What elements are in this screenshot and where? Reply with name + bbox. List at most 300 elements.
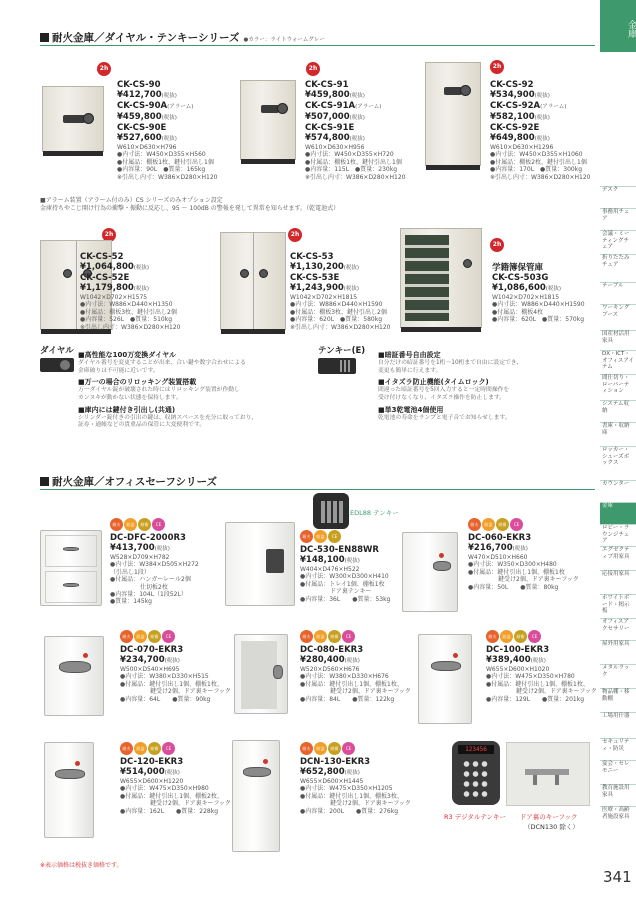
product-dc-070-ekr3: [120, 630, 238, 703]
price-value: ¥514,000: [120, 767, 165, 777]
model-name: DC-070-EKR3: [120, 645, 184, 655]
keyhook-note: （DCN130 除く）: [524, 823, 579, 831]
spec-line: ●内寸法：W886×D440×H1590: [290, 301, 383, 309]
tax-label: (税抜): [161, 136, 177, 142]
product-price: [117, 112, 247, 123]
side-index: [600, 0, 636, 900]
safe-image-ck-cs-90: [42, 86, 104, 152]
side-index-item[interactable]: 教育施設用家具: [600, 784, 636, 806]
side-index-item[interactable]: 書庫・収納庫: [600, 422, 636, 446]
model-suffix: (アラーム): [540, 104, 567, 110]
price-value: ¥412,700: [117, 90, 162, 100]
model-name: CK-CS-52: [80, 252, 124, 262]
spec-line: ●付属品：鍵付引出し1個、棚板1枚、: [486, 680, 589, 688]
price-value: ¥1,179,800: [80, 283, 134, 293]
tax-label: (税抜): [344, 770, 360, 776]
spec-badge-icon: CE: [510, 518, 523, 531]
price-value: ¥1,064,800: [80, 262, 134, 272]
spec-line: ●付属品：鍵付引出し1個、棚板3枚、: [300, 792, 403, 800]
side-index-item[interactable]: システム収納: [600, 400, 636, 422]
section1-title-text: 耐火金庫／ダイヤル・テンキーシリーズ: [52, 32, 240, 44]
spec-line: ※引出し内寸：W386×D280×H120: [490, 173, 591, 181]
spec-line: ●付属品：棚板3枚、鍵付引出し2個: [80, 308, 177, 316]
spec-badge-icon: CE: [152, 518, 165, 531]
feature-desc: ダイヤル番号を変更することが出来、合い鍵や数字合わせによる: [78, 359, 246, 366]
price-value: ¥413,700: [110, 543, 155, 553]
product-model: [490, 101, 600, 112]
tax-label: (税抜): [344, 658, 360, 664]
spec-badge-icon: CE: [162, 742, 175, 755]
section1-title: [40, 30, 325, 45]
spec-badge-icon: CE: [342, 630, 355, 643]
product-price: [300, 767, 428, 778]
spec-badges: [300, 530, 410, 543]
product-price: [490, 112, 600, 123]
spec-badge-icon: 耐衝: [138, 518, 151, 531]
spec-badge-icon: 防盗: [500, 630, 513, 643]
spec-line: 鍵受け2個、ドア裏キーフック: [300, 688, 411, 696]
price-value: ¥1,243,900: [290, 283, 344, 293]
product-price: [117, 133, 247, 144]
price-value: ¥1,086,600: [492, 283, 546, 293]
product-model: [300, 645, 418, 655]
spec-badges: [110, 518, 232, 531]
spec-badge-icon: CE: [162, 630, 175, 643]
spec-line: ●付属品：鍵付引出し1個、棚板1枚: [468, 568, 565, 576]
footnote: ※表示価格は税抜き価格です。: [40, 862, 123, 869]
spec-badge-icon: 耐火: [468, 518, 481, 531]
product-specs: [120, 778, 238, 815]
spec-line: W404×D476×H522: [300, 566, 360, 573]
spec-badge-icon: 耐火: [110, 518, 123, 531]
tax-label: (税抜): [512, 546, 528, 552]
product-model: [305, 101, 430, 112]
spec-badge-icon: 耐衝: [514, 630, 527, 643]
product-dc-530-en88wr: [300, 530, 410, 603]
safe-image-dc-530: [225, 522, 295, 606]
product-dc-080-ekr3: [300, 630, 418, 703]
tax-label: (税抜): [343, 265, 360, 271]
alarm-note-line: 金庫持ちやこじ開け行為の衝撃・振動に反応し、95 ～ 100dB の警報を発して異常を知らせます。（乾電池式）: [40, 204, 340, 212]
side-index-item[interactable]: 屋外用家具: [600, 640, 636, 664]
spec-line: ●質量：145kg: [110, 598, 152, 606]
model-name: CK-CS-91A: [305, 101, 356, 111]
fire-badge-icon: 2h: [288, 228, 302, 242]
product-specs: [300, 666, 418, 703]
model-name: CK-CS-53: [290, 252, 334, 262]
spec-line: ●内寸法：W450×D355×H1060: [490, 151, 583, 159]
product-model: [492, 263, 602, 273]
spec-badge-icon: 耐火: [300, 630, 313, 643]
model-name: DC-530-EN88WR: [300, 545, 379, 555]
side-index-item[interactable]: 折りたたみチェア: [600, 254, 636, 282]
side-index-item[interactable]: ロビー・ラウンジチェア: [600, 524, 636, 546]
side-index-item[interactable]: 応接用家具: [600, 570, 636, 594]
model-suffix: (アラーム): [167, 104, 194, 110]
price-value: ¥389,400: [486, 655, 531, 665]
tax-label: (税抜): [349, 93, 365, 99]
spec-line: ●内容量：104L（1段52L）: [110, 591, 187, 599]
spec-badges: [300, 742, 428, 755]
tax-label: (税抜): [161, 115, 177, 121]
feature-desc: 証券・通帳などの貴重品の保管に大変便利です。: [78, 422, 206, 429]
product-price: [300, 555, 410, 566]
spec-badge-icon: CE: [342, 742, 355, 755]
price-value: ¥1,130,200: [290, 262, 344, 272]
fire-badge-icon: 2h: [490, 60, 504, 74]
spec-line: ●内容量：50L ●質量：80kg: [468, 583, 559, 591]
model-name: DC-060-EKR3: [468, 533, 532, 543]
spec-line: ●内容量：84L ●質量：122kg: [300, 695, 395, 703]
tenkey-heading: テンキー(E): [318, 346, 366, 356]
feature-desc: 変更も簡単に行えます。: [378, 367, 442, 374]
spec-line: 鍵受け2個、ドア裏キーフック: [120, 800, 231, 808]
side-index-item[interactable]: 金庫: [600, 502, 636, 524]
product-price: [486, 655, 600, 666]
tax-label: (税抜): [164, 658, 180, 664]
spec-line: ●内寸法：W450×D355×H560: [117, 151, 206, 159]
product-specs: [290, 294, 420, 331]
spec-badge-icon: 防盗: [134, 630, 147, 643]
product-price: [490, 133, 600, 144]
side-index-item[interactable]: 医療・高齢者施設家具: [600, 806, 636, 830]
product-specs: [300, 778, 428, 815]
side-index-item[interactable]: エグゼクティブ用家具: [600, 546, 636, 570]
spec-badges: [120, 742, 238, 755]
price-value: ¥649,800: [490, 133, 535, 143]
spec-line: ●内容量：64L ●質量：90kg: [120, 695, 211, 703]
spec-line: ●付属品：棚板3枚、鍵付引出し2個: [290, 308, 387, 316]
side-index-item[interactable]: セキュリティ・防災: [600, 738, 636, 760]
spec-line: W1042×D702×H1815: [290, 294, 358, 301]
tax-label: (税抜): [164, 770, 180, 776]
spec-line: ●内容量：90L ●質量：165kg: [117, 166, 206, 174]
product-ck-cs-53: [290, 252, 420, 331]
product-dc-100-ekr3: [486, 630, 600, 703]
section-square-icon: [40, 477, 49, 486]
fire-badge-icon: 2h: [102, 228, 116, 242]
product-dc-060-ekr3: [468, 518, 594, 591]
product-specs: [300, 566, 410, 603]
edl88-keypad-image: [313, 493, 349, 529]
spec-line: ●内容量：620L ●質量：570kg: [492, 316, 585, 324]
spec-badge-icon: 防盗: [314, 742, 327, 755]
side-index-item[interactable]: 間仕切り・ローパーティション: [600, 374, 636, 400]
feature-desc: 自分だけの暗証番号を1桁～10桁まで自由に設定でき、: [378, 359, 523, 366]
price-value: ¥148,100: [300, 555, 345, 565]
spec-badge-icon: 防盗: [314, 630, 327, 643]
product-ck-cs-90: [117, 80, 247, 181]
product-dcn-130-ekr3: [300, 742, 428, 815]
spec-badge-icon: 防盗: [314, 530, 327, 543]
price-value: ¥216,700: [468, 543, 513, 553]
section1-color-note: ●カラー：ライトウォームグレー: [243, 37, 325, 43]
safe-image-ck-cs-53: [220, 232, 286, 330]
tax-label: (税抜): [534, 93, 550, 99]
spec-badges: [120, 630, 238, 643]
spec-line: ●内寸法：W475×D350×H780: [486, 673, 575, 681]
product-specs: [117, 144, 247, 181]
product-model: [490, 123, 600, 133]
feature-desc: 万一ダイヤル錠が破壊された時にはリロッキング装置が作動し: [78, 387, 240, 394]
product-price: [305, 112, 430, 123]
product-model: [492, 273, 602, 283]
side-index-item[interactable]: 宴会・セレモニー: [600, 760, 636, 784]
spec-line: W655×D600×H1020: [486, 666, 550, 673]
spec-line: ●内容量：115L ●質量：230kg: [305, 166, 398, 174]
tax-label: (税抜): [534, 136, 550, 142]
product-model: [120, 645, 238, 655]
spec-line: ●付属品：棚板1枚、鍵付引出し1個: [305, 158, 402, 166]
side-index-item[interactable]: 物品棚・移動棚: [600, 688, 636, 712]
side-index-item[interactable]: ワーキングブース: [600, 304, 636, 330]
feature-title: ■単3乾電池4個使用: [378, 405, 444, 414]
spec-line: W1042×D702×H1575: [80, 294, 148, 301]
dial-lock-image: [40, 358, 74, 372]
price-value: ¥534,900: [490, 90, 535, 100]
tax-label: (税抜): [349, 115, 365, 121]
product-model: [120, 757, 238, 767]
safe-image-dc-070: [44, 636, 104, 716]
spec-line: 鍵受け2個、ドア裏キーフック: [300, 800, 411, 808]
side-index-item[interactable]: カウンター: [600, 480, 636, 502]
spec-line: ●付属品：棚板2枚、鍵付引出し1個: [490, 158, 587, 166]
product-price: [80, 262, 220, 273]
spec-line: W470×D510×H660: [468, 554, 528, 561]
tax-label: (税抜): [343, 286, 360, 292]
spec-line: ※引出し内寸：W386×D280×H120: [117, 173, 218, 181]
product-price: [117, 90, 247, 101]
tax-label: (税抜): [530, 658, 546, 664]
product-model: [305, 123, 430, 133]
product-model: [490, 80, 600, 90]
price-value: ¥507,000: [305, 112, 350, 122]
product-specs: [492, 294, 602, 324]
model-name: 学籍簿保管庫: [492, 263, 544, 273]
price-value: ¥459,800: [305, 90, 350, 100]
spec-badge-icon: 防盗: [482, 518, 495, 531]
spec-badge-icon: 防盗: [134, 742, 147, 755]
section2-rule: [40, 489, 595, 490]
fire-badge-icon: 2h: [97, 62, 111, 76]
spec-line: ●内寸法：W380×D330×H676: [300, 673, 389, 681]
model-name: DC-DFC-2000R3: [110, 533, 186, 543]
model-name: CK-CS-91E: [305, 123, 355, 133]
product-specs: [486, 666, 600, 703]
spec-line: ●内寸法：W384×D505×H272: [110, 561, 199, 569]
product-ck-cs-92: [490, 80, 600, 181]
feature-title: ■イタズラ防止機能(タイムロック): [378, 378, 489, 387]
spec-badge-icon: 耐衝: [328, 742, 341, 755]
model-name: DC-080-EKR3: [300, 645, 364, 655]
spec-badge-icon: CE: [328, 530, 341, 543]
spec-badge-icon: 耐火: [120, 742, 133, 755]
price-value: ¥574,800: [305, 133, 350, 143]
section1-rule: [40, 45, 595, 46]
product-specs: [468, 554, 594, 591]
spec-badge-icon: 耐火: [486, 630, 499, 643]
product-price: [300, 655, 418, 666]
product-ck-cs-91: [305, 80, 430, 181]
safe-image-dc-100: [418, 634, 472, 724]
spec-line: ●付属品：鍵付引出し1個、棚板1枚、: [120, 680, 223, 688]
feature-desc: カンヌキが動かない状態を保持します。: [78, 394, 182, 401]
price-value: ¥652,800: [300, 767, 345, 777]
product-model: [117, 80, 247, 90]
product-specs: [80, 294, 220, 331]
product-price: [120, 655, 238, 666]
side-index-top-tab[interactable]: 金庫: [600, 0, 636, 52]
side-index-item[interactable]: デスク: [600, 186, 636, 208]
model-name: DC-100-EKR3: [486, 645, 550, 655]
spec-line: W610×D630×H796: [117, 144, 177, 151]
spec-badge-icon: 耐火: [120, 630, 133, 643]
product-model: [80, 252, 220, 262]
product-ck-cs-52: [80, 252, 220, 331]
side-index-item[interactable]: 会議・ミーティングチェア: [600, 230, 636, 254]
spec-line: W500×D540×H695: [120, 666, 180, 673]
spec-line: W610×D630×H1296: [490, 144, 554, 151]
price-value: ¥459,800: [117, 112, 162, 122]
tax-label: (税抜): [133, 286, 150, 292]
spec-badge-icon: 耐衝: [148, 742, 161, 755]
spec-line: ●付属品：ハンガーレール2個: [110, 576, 191, 584]
spec-line: ●付属品：鍵付引出し1個、棚板2枚、: [120, 792, 223, 800]
tax-label: (税抜): [154, 546, 170, 552]
model-name: CK-CS-90E: [117, 123, 167, 133]
fire-badge-icon: 2h: [490, 238, 504, 252]
spec-line: ●内容量：620L ●質量：580kg: [290, 316, 383, 324]
product-ck-cs-503g: [492, 263, 602, 324]
keyhook-caption: ドア裏のキーフック: [520, 813, 578, 821]
side-index-item[interactable]: 事務用チェア: [600, 208, 636, 230]
model-name: DC-120-EKR3: [120, 757, 184, 767]
product-price: [492, 283, 602, 294]
alarm-note-line: ■アラーム装置（アラーム付のみ）CS シリーズのみオプション設定: [40, 197, 223, 204]
product-specs: [490, 144, 600, 181]
spec-line: W1042×D702×H1815: [492, 294, 560, 301]
section2-title-text: 耐火金庫／オフィスセーフシリーズ: [52, 476, 217, 488]
side-index-item[interactable]: メタルラック: [600, 664, 636, 688]
feature-desc: 間違った暗証番号を5回入力すると一定時間操作を: [378, 387, 510, 394]
section-square-icon: [40, 33, 49, 42]
price-value: ¥280,400: [300, 655, 345, 665]
feature-title: ■高性能な100万変換ダイヤル: [78, 351, 177, 359]
spec-badge-icon: 耐衝: [328, 630, 341, 643]
product-model: [290, 273, 420, 283]
spec-line: 鍵受け2個、ドア裏キーフック: [120, 688, 231, 696]
product-model: [300, 545, 410, 555]
spec-badge-icon: 耐火: [300, 742, 313, 755]
tax-label: (税抜): [344, 558, 360, 564]
product-model: [468, 533, 594, 543]
product-price: [490, 90, 600, 101]
feature-title: ■暗証番号自由設定: [378, 351, 441, 359]
price-value: ¥234,700: [120, 655, 165, 665]
spec-badge-icon: 防盗: [124, 518, 137, 531]
model-name: CK-CS-91: [305, 80, 349, 90]
safe-image-dc-120: [44, 742, 94, 838]
side-index-item[interactable]: 工場用什器: [600, 712, 636, 738]
spec-line: 鍵受け2個、ドア裏キーフック: [486, 688, 597, 696]
model-name: CK-CS-92A: [490, 101, 541, 111]
product-dc-120-ekr3: [120, 742, 238, 815]
spec-line: ●内容量：170L ●質量：300kg: [490, 166, 583, 174]
side-index-item[interactable]: テーブル: [600, 282, 636, 304]
feature-desc: 受け付けなくなり、イタズラ操作を防止します。: [378, 394, 506, 401]
spec-line: W528×D709×H782: [110, 554, 170, 561]
side-index-item[interactable]: ロッカー・シューズボックス: [600, 446, 636, 480]
product-dc-dfc-2000r3: [110, 518, 232, 606]
spec-line: （引出し1段）: [110, 568, 150, 576]
product-specs: [110, 554, 232, 606]
price-value: ¥527,600: [117, 133, 162, 143]
spec-line: ※引出し内寸：W386×D280×H120: [290, 323, 391, 331]
product-specs: [120, 666, 238, 703]
product-model: [110, 533, 232, 543]
safe-image-dc-dfc-2000r3: [40, 530, 102, 606]
product-specs: [305, 144, 430, 181]
product-price: [305, 133, 430, 144]
spec-line: ●付属品：鍵付引出し1個、棚板1枚、: [300, 680, 403, 688]
side-index-item[interactable]: ホワイトボード・掲示板: [600, 594, 636, 618]
model-name: CK-CS-53E: [290, 273, 340, 283]
product-model: [80, 273, 220, 283]
spec-line: ●付属品：棚板4枚: [492, 308, 544, 316]
side-index-item[interactable]: 国産材活用家具: [600, 330, 636, 350]
product-model: [300, 757, 428, 767]
spec-badges: [300, 630, 418, 643]
spec-line: ●内容量：200L ●質量：276kg: [300, 807, 399, 815]
fire-badge-icon: 2h: [306, 62, 320, 76]
r3-caption: R3 デジタルテンキー: [444, 813, 507, 821]
spec-line: ●内寸法：W380×D330×H515: [120, 673, 209, 681]
spec-badge-icon: CE: [528, 630, 541, 643]
model-name: CK-CS-92: [490, 80, 534, 90]
spec-line: ●内寸法：W475×D350×H980: [120, 785, 209, 793]
edl88-label: EDL88 テンキー: [350, 509, 399, 517]
spec-badge-icon: 耐衝: [148, 630, 161, 643]
feature-title: ■万一の場合のリロッキング装置搭載: [78, 378, 197, 387]
product-price: [110, 543, 232, 554]
alarm-note: [40, 197, 580, 212]
model-name: DCN-130-EKR3: [300, 757, 371, 767]
safe-image-dc-060: [402, 532, 458, 612]
door-keyhook-image: [506, 742, 590, 806]
spec-line: W520×D560×H676: [300, 666, 360, 673]
spec-line: W655×D600×H1220: [120, 778, 184, 785]
product-price: [80, 283, 220, 294]
side-index-item[interactable]: DX・ICT・オフィスアイテム: [600, 350, 636, 374]
spec-line: ●内寸法：W350×D300×H480: [468, 561, 557, 569]
spec-line: ●付属品：棚板1枚、鍵付引出し1個: [117, 158, 214, 166]
side-index-item[interactable]: オフィスアクセサリー: [600, 618, 636, 640]
spec-line: ●内寸法：W475×D350×H1205: [300, 785, 393, 793]
product-price: [120, 767, 238, 778]
feature-desc: 金庫破りは不可能に近いです。: [78, 367, 159, 374]
spec-line: ●内寸法：W300×D300×H410: [300, 573, 389, 581]
safe-image-dcn-130: [232, 740, 280, 852]
tax-label: (税抜): [133, 265, 150, 271]
product-price: [290, 262, 420, 273]
product-price: [305, 90, 430, 101]
tax-label: (税抜): [534, 115, 550, 121]
tenkey-lock-image: [318, 358, 356, 374]
section2-title: [40, 474, 217, 489]
model-name: CK-CS-52E: [80, 273, 130, 283]
spec-badges: [486, 630, 600, 643]
spec-line: 鍵受け2個、ドア裏キーフック: [468, 576, 579, 584]
